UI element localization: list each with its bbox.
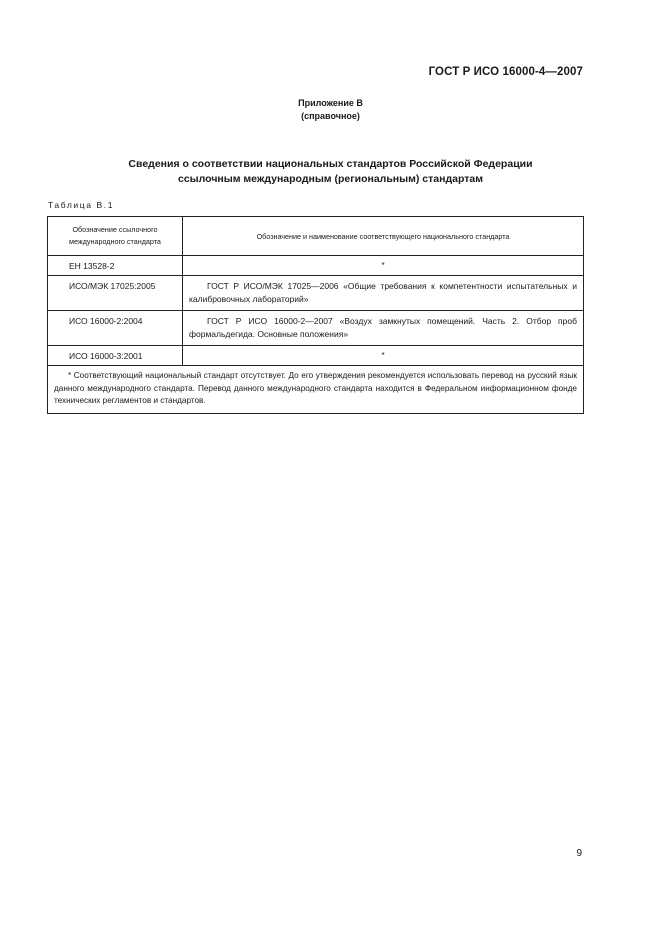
table-row xyxy=(48,256,584,276)
column-header-reference-standard: Обозначение ссылочного международного стандарта xyxy=(48,217,183,256)
table-header-row xyxy=(48,217,584,256)
reference-standard-cell: ИСО/МЭК 17025:2005 xyxy=(48,276,183,311)
appendix-title: Приложение В xyxy=(298,98,363,108)
table-caption: Таблица В.1 xyxy=(48,200,115,210)
page-number: 9 xyxy=(576,848,582,859)
reference-standard-cell: ИСО 16000-3:2001 xyxy=(48,346,183,366)
standard-code-header: ГОСТ Р ИСО 16000-4—2007 xyxy=(428,66,583,78)
national-standard-cell xyxy=(183,311,584,346)
table-footnote xyxy=(48,366,584,414)
document-title-line-2: ссылочным международным (региональным) стандартам xyxy=(178,173,483,185)
table-footnote-row xyxy=(48,366,584,414)
national-standard-text: ГОСТ Р ИСО/МЭК 17025—2006 «Общие требования к компетентности испытательных и калибровочных лабораторий» xyxy=(189,281,577,304)
footnote-text: * Соответствующий национальный стандарт отсутствует. До его утверждения рекомендуется использовать перевод на русский язык данного международного стандарта. Перевод данного международного стандарта находится в Федеральном информационном фонде технических регламентов и стандартов. xyxy=(54,371,577,405)
national-standard-cell: * xyxy=(183,346,584,366)
reference-standard-cell: ИСО 16000-2:2004 xyxy=(48,311,183,346)
document-title-line-1: Сведения о соответствии национальных стандартов Российской Федерации xyxy=(128,158,533,170)
national-standard-cell: * xyxy=(183,256,584,276)
national-standard-cell xyxy=(183,276,584,311)
table-row xyxy=(48,311,584,346)
appendix-subtitle: (справочное) xyxy=(301,111,360,121)
table-row xyxy=(48,346,584,366)
column-header-national-standard: Обозначение и наименование соответствующего национального стандарта xyxy=(183,217,584,256)
table-row xyxy=(48,276,584,311)
national-standard-text: ГОСТ Р ИСО 16000-2—2007 «Воздух замкнутых помещений. Часть 2. Отбор проб формальдегида. Основные положения» xyxy=(189,316,577,339)
standards-correspondence-table xyxy=(47,216,584,414)
reference-standard-cell: ЕН 13528-2 xyxy=(48,256,183,276)
